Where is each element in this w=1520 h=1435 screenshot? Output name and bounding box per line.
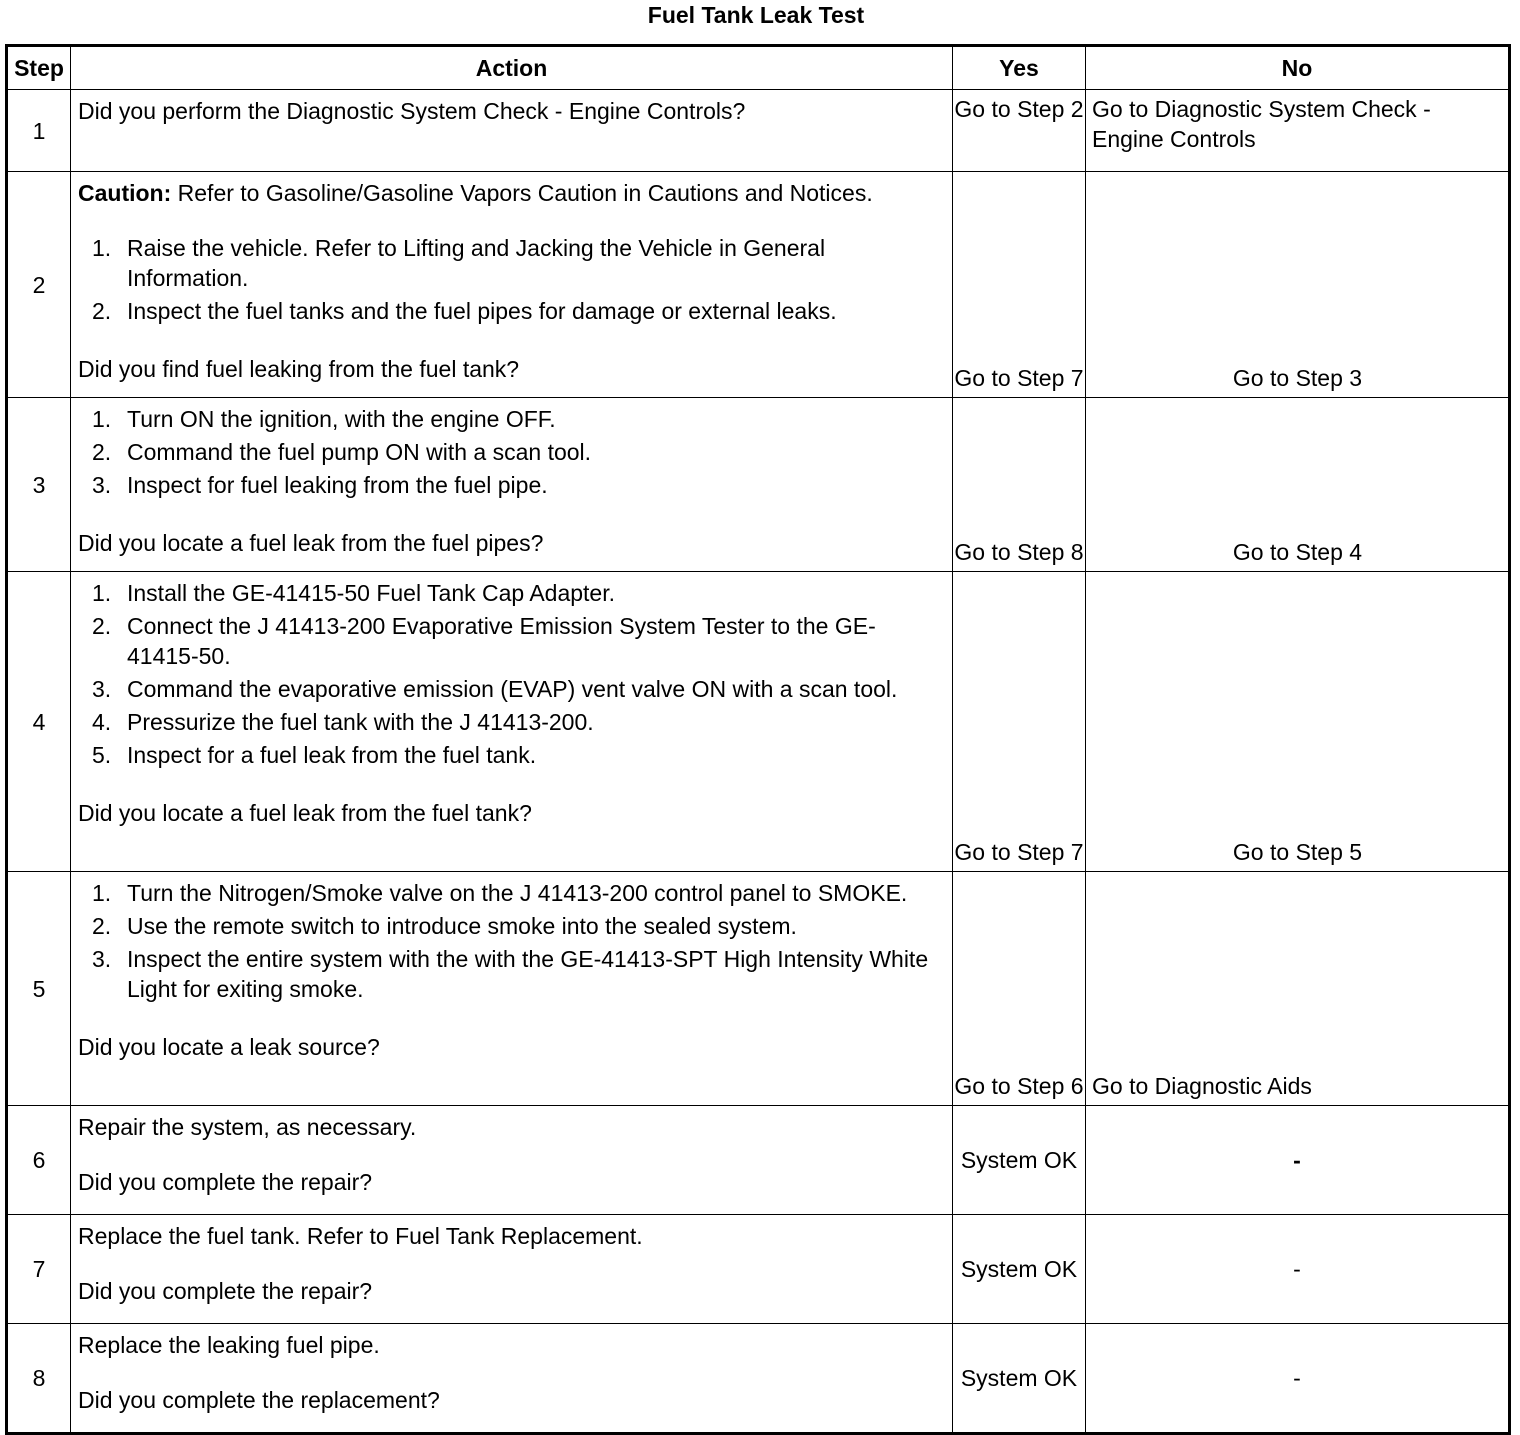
yes-cell: System OK xyxy=(953,1215,1086,1324)
table-row xyxy=(7,1215,1510,1324)
header-yes: Yes xyxy=(953,46,1086,90)
action-question: Did you complete the replacement? xyxy=(78,1387,440,1413)
no-cell: - xyxy=(1086,1324,1510,1434)
list-item: 4. Pressurize the fuel tank with the J 41413-200. xyxy=(92,709,594,735)
action-question: Did you find fuel leaking from the fuel tank? xyxy=(78,356,520,382)
yes-cell: System OK xyxy=(953,1324,1086,1434)
action-cell xyxy=(71,872,953,1106)
document-title: Fuel Tank Leak Test xyxy=(647,2,865,28)
caution-label: Caution: xyxy=(78,180,172,206)
action-cell xyxy=(71,172,953,398)
step-number: 3 xyxy=(7,398,71,572)
table-row xyxy=(7,572,1510,872)
action-cell xyxy=(71,1106,953,1215)
step-number: 4 xyxy=(7,572,71,872)
header-action: Action xyxy=(71,46,953,90)
yes-cell: Go to Step 2 xyxy=(953,90,1086,172)
table-row xyxy=(7,90,1510,172)
action-cell xyxy=(71,90,953,172)
procedure-list xyxy=(78,233,946,326)
table-row xyxy=(7,398,1510,572)
no-cell: Go to Diagnostic System Check - Engine Controls xyxy=(1086,90,1510,172)
list-item: 1. Turn ON the ignition, with the engine OFF. xyxy=(92,406,556,432)
diagnostic-table xyxy=(5,44,1511,1435)
step-number: 1 xyxy=(7,90,71,172)
header-step: Step xyxy=(7,46,71,90)
list-item: 5. Inspect for a fuel leak from the fuel tank. xyxy=(92,742,537,768)
yes-cell: Go to Step 8 xyxy=(953,398,1086,572)
yes-cell: Go to Step 7 xyxy=(953,172,1086,398)
yes-cell: Go to Step 7 xyxy=(953,572,1086,872)
caution-note xyxy=(78,178,946,208)
step-number: 7 xyxy=(7,1215,71,1324)
action-question: Did you complete the repair? xyxy=(78,1169,373,1195)
action-instruction: Repair the system, as necessary. xyxy=(78,1114,417,1140)
action-cell xyxy=(71,1215,953,1324)
list-item: 2. Connect the J 41413-200 Evaporative Emission System Tester to the GE-41415-50. xyxy=(92,613,876,669)
action-question: Did you locate a fuel leak from the fuel tank? xyxy=(78,800,532,826)
action-instruction: Replace the fuel tank. Refer to Fuel Tank Replacement. xyxy=(78,1223,643,1249)
procedure-list xyxy=(78,404,946,500)
header-no: No xyxy=(1086,46,1510,90)
step-number: 2 xyxy=(7,172,71,398)
no-cell: - xyxy=(1086,1215,1510,1324)
yes-cell: Go to Step 6 xyxy=(953,872,1086,1106)
action-cell xyxy=(71,572,953,872)
table-row xyxy=(7,1106,1510,1215)
caution-text: Refer to Gasoline/Gasoline Vapors Caution in Cautions and Notices. xyxy=(171,180,873,206)
list-item: 2. Command the fuel pump ON with a scan tool. xyxy=(92,439,592,465)
step-number: 5 xyxy=(7,872,71,1106)
no-cell: - xyxy=(1086,1106,1510,1215)
procedure-list xyxy=(78,878,946,1004)
table-row xyxy=(7,872,1510,1106)
no-cell: Go to Step 5 xyxy=(1086,572,1510,872)
header-row xyxy=(7,46,1510,90)
action-cell xyxy=(71,398,953,572)
list-item: 2. Inspect the fuel tanks and the fuel pipes for damage or external leaks. xyxy=(92,298,837,324)
action-cell xyxy=(71,1324,953,1434)
list-item: 2. Use the remote switch to introduce smoke into the sealed system. xyxy=(92,913,797,939)
no-cell: Go to Step 3 xyxy=(1086,172,1510,398)
no-cell: Go to Step 4 xyxy=(1086,398,1510,572)
list-item: 3. Command the evaporative emission (EVAP) vent valve ON with a scan tool. xyxy=(92,676,898,702)
table-row xyxy=(7,1324,1510,1434)
step-number: 8 xyxy=(7,1324,71,1434)
no-cell: Go to Diagnostic Aids xyxy=(1086,872,1510,1106)
action-instruction: Replace the leaking fuel pipe. xyxy=(78,1332,380,1358)
yes-cell: System OK xyxy=(953,1106,1086,1215)
list-item: 1. Turn the Nitrogen/Smoke valve on the J 41413-200 control panel to SMOKE. xyxy=(92,880,908,906)
table-row xyxy=(7,172,1510,398)
step-number: 6 xyxy=(7,1106,71,1215)
list-item: 1. Raise the vehicle. Refer to Lifting and Jacking the Vehicle in General Information. xyxy=(92,235,826,291)
list-item: 3. Inspect the entire system with the with the GE-41413-SPT High Intensity White Light for exiting smoke. xyxy=(92,946,929,1002)
list-item: 3. Inspect for fuel leaking from the fuel pipe. xyxy=(92,472,548,498)
action-question: Did you locate a leak source? xyxy=(78,1034,380,1060)
procedure-list xyxy=(78,578,946,770)
action-question: Did you locate a fuel leak from the fuel pipes? xyxy=(78,530,544,556)
action-question: Did you complete the repair? xyxy=(78,1278,373,1304)
action-question: Did you perform the Diagnostic System Check - Engine Controls? xyxy=(78,98,746,124)
list-item: 1. Install the GE-41415-50 Fuel Tank Cap Adapter. xyxy=(92,580,615,606)
